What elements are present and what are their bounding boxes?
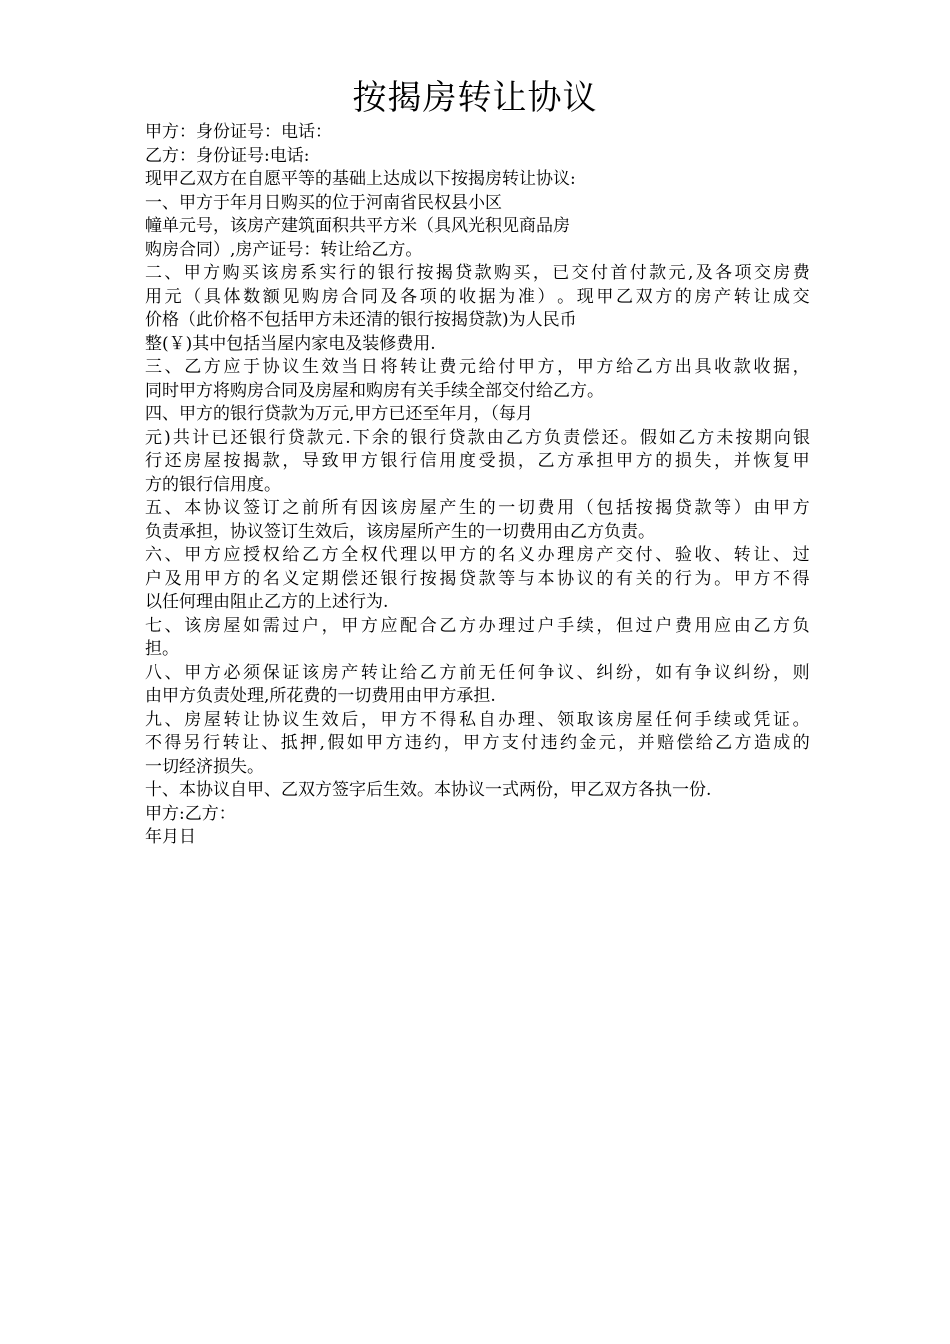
body-line: 九 、 房 屋 转 让 协 议 生 效 后 ， 甲 方 不 得 私 自 办 理 、 领 取 该 房 屋 任 何 手 续 或 凭 证 。 <box>145 709 810 730</box>
document-title: 按揭房转让协议 <box>352 78 598 118</box>
body-line: 以任何理由阻止乙方的上述行为. <box>145 592 389 612</box>
body-line: 购房合同）,房产证号：转让给乙方。 <box>145 239 423 260</box>
body-line: 甲方：身份证号：电话： <box>145 122 332 142</box>
body-line: 三 、 乙 方 应 于 协 议 生 效 当 日 将 转 让 费 元 给 付 甲 方 ， 甲 方 给 乙 方 出 具 收 款 收 据 ， <box>145 357 810 377</box>
body-line: 同时甲方将购房合同及房屋和购房有关手续全部交付给乙方。 <box>145 380 604 401</box>
body-line: 六 、 甲 方 应 授 权 给 乙 方 全 权 代 理 以 甲 方 的 名 义 办 理 房 产 交 付 、 验 收 、 转 让 、 过 <box>145 545 810 565</box>
body-line: 四、甲方的银行贷款为万元,甲方已还至年月，（每月 <box>145 404 533 424</box>
body-line: 幢单元号，该房产建筑面积共平方米（具风光积见商品房 <box>145 216 570 236</box>
body-line: 户 及 用 甲 方 的 名 义 定 期 偿 还 银 行 按 揭 贷 款 等 与 本 协 议 的 有 关 的 行 为 。 甲 方 不 得 <box>145 568 810 589</box>
body-line: 十、本协议自甲、乙双方签字后生效。本协议一式两份，甲乙双方各执一份. <box>145 780 712 800</box>
body-line: 整(￥)其中包括当屋内家电及装修费用. <box>145 333 436 354</box>
body-line: 方的银行信用度。 <box>145 474 281 495</box>
body-line: 行 还 房 屋 按 揭 款 ， 导 致 甲 方 银 行 信 用 度 受 损 ， 乙 方 承 担 甲 方 的 损 失 ， 并 恢 复 甲 <box>145 451 810 471</box>
body-line: 一、甲方于年月日购买的位于河南省民权县小区 <box>145 192 502 213</box>
body-line: 元 ) 共 计 已 还 银 行 贷 款 元 . 下 余 的 银 行 贷 款 由 乙 方 负 责 偿 还 。 假 如 乙 方 未 按 期 向 银 <box>145 427 810 448</box>
body-line: 担。 <box>145 639 179 659</box>
body-line: 价格（此价格不包括甲方未还清的银行按揭贷款)为人民币 <box>145 310 577 330</box>
body-line: 五 、 本 协 议 签 订 之 前 所 有 因 该 房 屋 产 生 的 一 切 费 用 （ 包 括 按 揭 贷 款 等 ） 由 甲 方 <box>145 498 810 518</box>
body-line: 用 元 （ 具 体 数 额 见 购 房 合 同 及 各 项 的 收 据 为 准 ） 。 现 甲 乙 双 方 的 房 产 转 让 成 交 <box>145 286 810 307</box>
body-line: 现甲乙双方在自愿平等的基础上达成以下按揭房转让协议: <box>145 169 576 189</box>
body-line: 不 得 另 行 转 让 、 抵 押 , 假 如 甲 方 违 约 ， 甲 方 支 付 违 约 金 元 ， 并 赔 偿 给 乙 方 造 成 的 <box>145 733 810 753</box>
body-line: 七 、 该 房 屋 如 需 过 户 ， 甲 方 应 配 合 乙 方 办 理 过 户 手 续 ， 但 过 户 费 用 应 由 乙 方 负 <box>145 615 810 636</box>
body-line: 乙方：身份证号:电话: <box>145 145 310 166</box>
body-line: 二 、 甲 方 购 买 该 房 系 实 行 的 银 行 按 揭 贷 款 购 买 ， 已 交 付 首 付 款 元 , 及 各 项 交 房 费 <box>145 263 810 283</box>
body-line: 一切经济损失。 <box>145 756 264 777</box>
body-line: 年月日 <box>145 827 196 847</box>
body-line: 负责承担，协议签订生效后，该房屋所产生的一切费用由乙方负责。 <box>145 521 655 542</box>
document-body <box>145 121 810 850</box>
body-line: 甲方:乙方： <box>145 803 236 824</box>
body-line: 由甲方负责处理,所花费的一切费用由甲方承担. <box>145 686 496 706</box>
body-line: 八 、 甲 方 必 须 保 证 该 房 产 转 让 给 乙 方 前 无 任 何 争 议 、 纠 纷 ， 如 有 争 议 纠 纷 ， 则 <box>145 662 810 683</box>
